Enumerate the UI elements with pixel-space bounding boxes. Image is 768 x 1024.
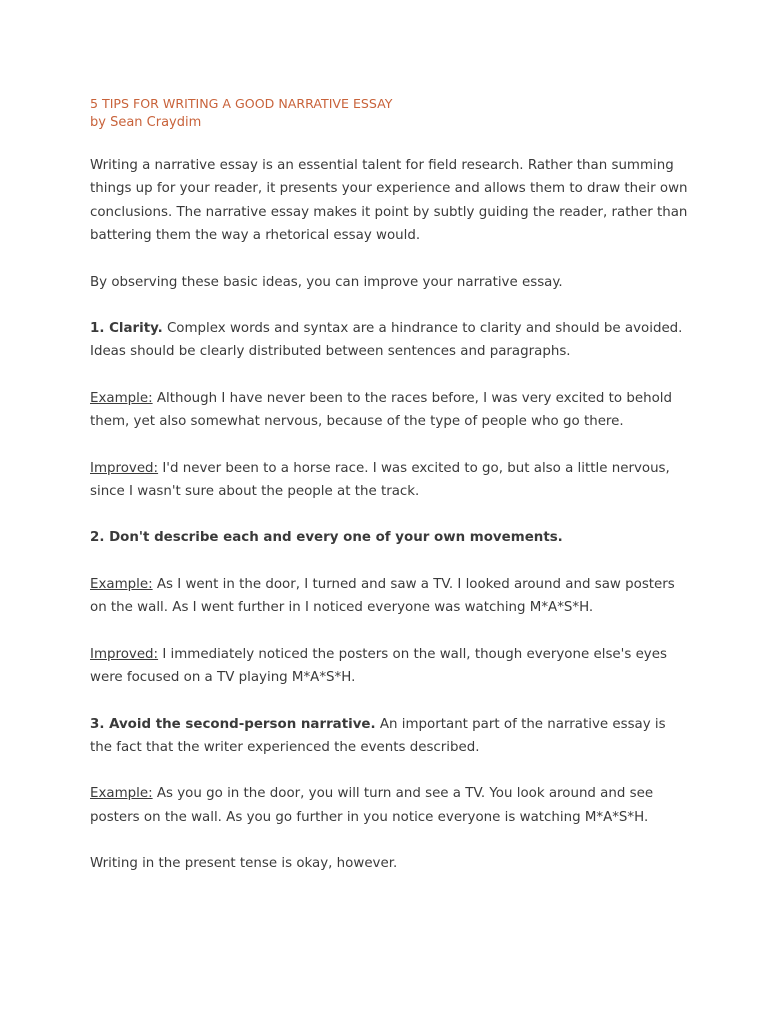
tip1-improved-paragraph <box>90 457 690 504</box>
tip1-improved-label: Improved: <box>90 460 159 476</box>
document-title: 5 TIPS FOR WRITING A GOOD NARRATIVE ESSAY <box>90 96 393 111</box>
tip1-improved-text: I'd never been to a horse race. I was excited to go, but also a little nervous, since I wasn't sure about the people at the track. <box>90 460 670 500</box>
tip2-example-text: As I went in the door, I turned and saw a TV. I looked around and saw posters on the wall. As I went further in I noticed everyone was watching M*A*S*H. <box>90 576 675 616</box>
tip3-heading: 3. Avoid the second-person narrative. <box>90 716 376 732</box>
tip2-example-label: Example: <box>90 576 153 592</box>
tip1-example-label: Example: <box>90 390 153 406</box>
tip3-paragraph <box>90 713 690 760</box>
tip1-heading: 1. Clarity. <box>90 321 163 337</box>
tip3-example-paragraph <box>90 782 690 829</box>
tip2-improved-label: Improved: <box>90 646 159 662</box>
tip1-body: Complex words and syntax are a hindrance to clarity and should be avoided. Ideas should be clearly distributed between sentences and paragraphs. <box>90 321 683 360</box>
tip1-paragraph <box>90 317 690 364</box>
tip1-example-paragraph <box>90 387 690 434</box>
document-page <box>90 94 690 899</box>
tip3-note-paragraph: Writing in the present tense is okay, however. <box>90 856 398 872</box>
tip2-paragraph <box>90 526 690 549</box>
tip3-body: An important part of the narrative essay is the fact that the writer experienced the events described. <box>90 716 666 755</box>
tip2-improved-paragraph <box>90 643 690 690</box>
tip2-example-paragraph <box>90 573 690 620</box>
tip2-improved-text: I immediately noticed the posters on the wall, though everyone else's eyes were focused on a TV playing M*A*S*H. <box>90 646 667 686</box>
tip2-heading: 2. Don't describe each and every one of your own movements. <box>90 530 563 546</box>
document-author: by Sean Craydim <box>90 115 202 130</box>
tip1-example-text: Although I have never been to the races before, I was very excited to behold them, yet also somewhat nervous, because of the type of people who go there. <box>90 390 672 430</box>
intro-paragraph: Writing a narrative essay is an essential talent for field research. Rather than summing things up for your reader, it presents your experience and allows them to draw their own conclusions. The narrative essay makes it point by subtly guiding the reader, rather than battering them the way a rhetorical essay would. <box>90 158 688 244</box>
tip3-example-text: As you go in the door, you will turn and see a TV. You look around and see posters on the wall. As you go further in you notice everyone is watching M*A*S*H. <box>90 786 654 825</box>
lead-in-paragraph: By observing these basic ideas, you can improve your narrative essay. <box>90 274 563 290</box>
tip3-example-label: Example: <box>90 786 153 802</box>
